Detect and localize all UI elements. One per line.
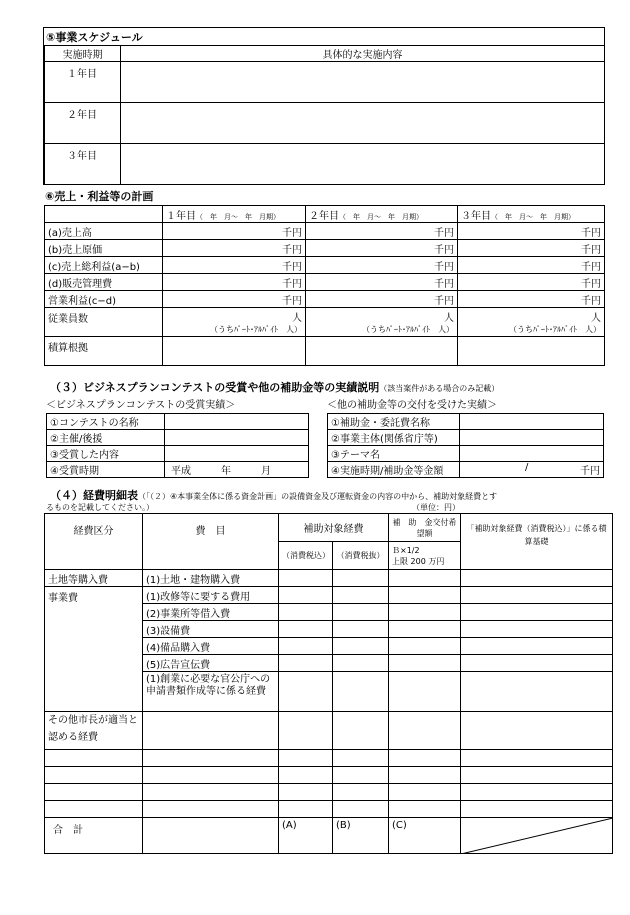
expense-cell[interactable] — [461, 801, 613, 818]
expense-title: （４）経費明細表（「（２）④本事業全体に係る資金計画」の設備資金及び運転資金の内容の中から、補助対象経費とす — [50, 489, 498, 502]
contest-value[interactable] — [165, 414, 309, 430]
expense-cell[interactable] — [279, 767, 333, 784]
expense-item-label: (1)改修等に要する費用 — [143, 587, 279, 604]
expense-cell[interactable] — [461, 672, 613, 712]
contest-date-value[interactable]: 平成 年 月 — [165, 462, 309, 478]
expense-cell[interactable] — [461, 621, 613, 638]
sales-value-cell[interactable]: 千円 — [306, 223, 458, 240]
sales-value-cell[interactable]: 千円 — [163, 274, 306, 291]
sales-value-cell[interactable]: 千円 — [163, 291, 306, 308]
sales-value-cell[interactable]: 千円 — [163, 257, 306, 274]
sales-row-label: (c)売上総利益(a−b) — [45, 257, 163, 274]
expense-cell[interactable] — [143, 767, 279, 784]
contest-row-label: ④受賞時期 — [47, 462, 165, 478]
expense-cell[interactable] — [45, 767, 143, 784]
expense-note-line2: るものを記載してください。） — [46, 503, 154, 512]
total-c-cell[interactable]: (C) — [389, 818, 461, 854]
sales-row-label: (b)売上原価 — [45, 240, 163, 257]
sales-value-cell[interactable]: 千円 — [163, 223, 306, 240]
expense-item-label: (3)設備費 — [143, 621, 279, 638]
expense-col-request-calc: Ｂ×1/2 上限 200 万円 — [389, 542, 461, 570]
expense-cell[interactable] — [461, 712, 613, 750]
contest-table — [46, 413, 309, 478]
expense-item-label: (1)創業に必要な官公庁への申請書類作成等に係る経費 — [143, 672, 279, 712]
sales-value-cell[interactable]: 千円 — [458, 240, 605, 257]
expense-cell[interactable] — [279, 570, 333, 587]
expense-cell[interactable] — [143, 784, 279, 801]
sales-header-year-3: ３年目（ 年 月～ 年 月期） — [458, 206, 605, 223]
schedule-content-1[interactable] — [121, 62, 605, 103]
expense-cell[interactable] — [461, 587, 613, 604]
basis-cell[interactable] — [458, 337, 605, 366]
expense-cell[interactable] — [389, 655, 461, 672]
schedule-table — [44, 45, 605, 185]
sales-value-cell[interactable]: 千円 — [163, 240, 306, 257]
expense-item-label: (5)広告宣伝費 — [143, 655, 279, 672]
expense-category-land: 土地等購入費 — [45, 570, 143, 587]
schedule-year-3: ３年目 — [45, 144, 121, 185]
employees-cell[interactable]: 人 （うちﾊﾟｰﾄ･ｱﾙﾊﾞｲﾄ 人） — [306, 308, 458, 337]
expense-total-label: 合 計 — [45, 818, 143, 854]
expense-category-business: 事業費 — [45, 587, 143, 712]
sales-value-cell[interactable]: 千円 — [458, 291, 605, 308]
sales-value-cell[interactable]: 千円 — [458, 223, 605, 240]
contest-heading: ＜ビジネスプランコンテストの受賞実績＞ — [46, 400, 236, 411]
schedule-year-2: ２年目 — [45, 103, 121, 144]
expense-cell[interactable] — [333, 750, 389, 767]
expense-cell[interactable] — [333, 801, 389, 818]
expense-item-label: (2)事業所等借入費 — [143, 604, 279, 621]
expense-cell[interactable] — [389, 638, 461, 655]
total-b-cell[interactable]: (B) — [333, 818, 389, 854]
subsidy-row-label: ③テーマ名 — [328, 446, 460, 462]
expense-cell[interactable] — [143, 712, 279, 750]
schedule-content-3[interactable] — [121, 144, 605, 185]
contest-value[interactable] — [165, 430, 309, 446]
expense-cell[interactable] — [461, 655, 613, 672]
expense-cell[interactable] — [45, 784, 143, 801]
contest-row-label: ②主催/後援 — [47, 430, 165, 446]
subsidy-row-label: ②事業主体(関係省庁等) — [328, 430, 460, 446]
sales-row-label: (a)売上高 — [45, 223, 163, 240]
expense-col-item: 費 目 — [143, 514, 279, 570]
subsidy-heading: ＜他の補助金等の交付を受けた実績＞ — [327, 400, 497, 411]
expense-cell[interactable] — [279, 801, 333, 818]
expense-cell[interactable] — [279, 750, 333, 767]
expense-cell[interactable] — [143, 801, 279, 818]
subsidy-amount-value[interactable]: / 千円 — [460, 462, 604, 478]
employees-cell[interactable]: 人 （うちﾊﾟｰﾄ･ｱﾙﾊﾞｲﾄ 人） — [458, 308, 605, 337]
schedule-col-period: 実施時期 — [45, 46, 121, 62]
expense-cell[interactable] — [45, 750, 143, 767]
expense-col-request: 補 助 金交付希望額 — [389, 514, 461, 542]
expense-table-wrap — [44, 513, 612, 856]
expense-cell[interactable] — [279, 655, 333, 672]
sales-header-year-2: ２年目（ 年 月～ 年 月期） — [306, 206, 458, 223]
diagonal-strike — [461, 818, 613, 854]
schedule-year-1: １年目 — [45, 62, 121, 103]
expense-cell[interactable] — [279, 621, 333, 638]
expense-cell[interactable] — [333, 621, 389, 638]
expense-col-basis: 「補助対象経費（消費税込）」に係る積算基礎 — [461, 514, 613, 570]
expense-cell[interactable] — [389, 621, 461, 638]
sales-value-cell[interactable]: 千円 — [458, 257, 605, 274]
expense-total-blank — [143, 818, 279, 854]
employees-label: 従業員数 — [45, 308, 163, 337]
sales-row-label: (d)販売管理費 — [45, 274, 163, 291]
contest-row-label: ③受賞した内容 — [47, 446, 165, 462]
expense-cell[interactable] — [333, 638, 389, 655]
schedule-content-2[interactable] — [121, 103, 605, 144]
expense-cell[interactable] — [279, 604, 333, 621]
expense-cell[interactable] — [389, 801, 461, 818]
expense-cell[interactable] — [333, 587, 389, 604]
expense-cell[interactable] — [461, 750, 613, 767]
sales-plan-table — [44, 205, 605, 366]
total-basis-crossed — [461, 818, 613, 854]
expense-category-other: その他市長が適当と認める経費 — [45, 712, 143, 750]
expense-cell[interactable] — [279, 712, 333, 750]
schedule-title: ⑤事業スケジュール — [46, 31, 143, 44]
expense-cell[interactable] — [389, 750, 461, 767]
sales-value-cell[interactable]: 千円 — [306, 240, 458, 257]
expense-cell[interactable] — [461, 604, 613, 621]
expense-cell[interactable] — [333, 570, 389, 587]
expense-cell[interactable] — [333, 767, 389, 784]
basis-label: 積算根拠 — [45, 337, 163, 366]
expense-cell[interactable] — [461, 767, 613, 784]
expense-item-label: (1)土地・建物購入費 — [143, 570, 279, 587]
expense-cell[interactable] — [333, 672, 389, 712]
expense-cell[interactable] — [333, 784, 389, 801]
expense-cell[interactable] — [461, 638, 613, 655]
expense-cell[interactable] — [143, 750, 279, 767]
expense-col-target: 補助対象経費 — [279, 514, 389, 542]
contest-row-label: ①コンテストの名称 — [47, 414, 165, 430]
sales-value-cell[interactable]: 千円 — [458, 274, 605, 291]
expense-cell[interactable] — [279, 638, 333, 655]
expense-cell[interactable] — [333, 712, 389, 750]
expense-table — [44, 513, 613, 854]
expense-cell[interactable] — [461, 784, 613, 801]
sales-header-blank — [45, 206, 163, 223]
subsidy-row-label: ④実施時期/補助金等金額 — [328, 462, 460, 478]
sales-row-label: 営業利益(c−d) — [45, 291, 163, 308]
sales-value-cell[interactable]: 千円 — [306, 257, 458, 274]
basis-cell[interactable] — [163, 337, 306, 366]
expense-item-label: (4)備品購入費 — [143, 638, 279, 655]
expense-cell[interactable] — [389, 767, 461, 784]
basis-cell[interactable] — [306, 337, 458, 366]
sales-header-year-1: １年目（ 年 月～ 年 月期） — [163, 206, 306, 223]
sales-value-cell[interactable]: 千円 — [306, 291, 458, 308]
expense-cell[interactable] — [389, 784, 461, 801]
expense-cell[interactable] — [333, 655, 389, 672]
contest-value[interactable] — [165, 446, 309, 462]
total-a-cell[interactable]: (A) — [279, 818, 333, 854]
expense-cell[interactable] — [279, 587, 333, 604]
expense-cell[interactable] — [389, 712, 461, 750]
expense-cell[interactable] — [389, 587, 461, 604]
expense-cell[interactable] — [461, 570, 613, 587]
subsidy-value[interactable] — [460, 414, 604, 430]
sales-plan-title: ⑥売上・利益等の計画 — [45, 190, 154, 203]
subsidy-value[interactable] — [460, 446, 604, 462]
awards-title: （３）ビジネスプランコンテストの受賞や他の補助金等の実績説明（該当案件がある場合のみ記載） — [50, 381, 500, 394]
expense-cell[interactable] — [279, 784, 333, 801]
expense-cell[interactable] — [389, 570, 461, 587]
expense-cell[interactable] — [333, 604, 389, 621]
expense-col-category: 経費区分 — [45, 514, 143, 570]
schedule-box — [43, 27, 605, 185]
subsidy-row-label: ①補助金・委託費名称 — [328, 414, 460, 430]
expense-cell[interactable] — [45, 801, 143, 818]
schedule-col-content: 具体的な実施内容 — [121, 46, 605, 62]
expense-unit-note: （単位：円） — [412, 503, 460, 512]
sales-value-cell[interactable]: 千円 — [306, 274, 458, 291]
subsidy-table — [327, 413, 604, 478]
expense-cell[interactable] — [389, 672, 461, 712]
expense-cell[interactable] — [279, 672, 333, 712]
expense-col-excl-tax: （消費税抜） — [333, 542, 389, 570]
expense-col-incl-tax: （消費税込） — [279, 542, 333, 570]
expense-cell[interactable] — [389, 604, 461, 621]
subsidy-value[interactable] — [460, 430, 604, 446]
employees-cell[interactable]: 人 （うちﾊﾟｰﾄ･ｱﾙﾊﾞｲﾄ 人） — [163, 308, 306, 337]
